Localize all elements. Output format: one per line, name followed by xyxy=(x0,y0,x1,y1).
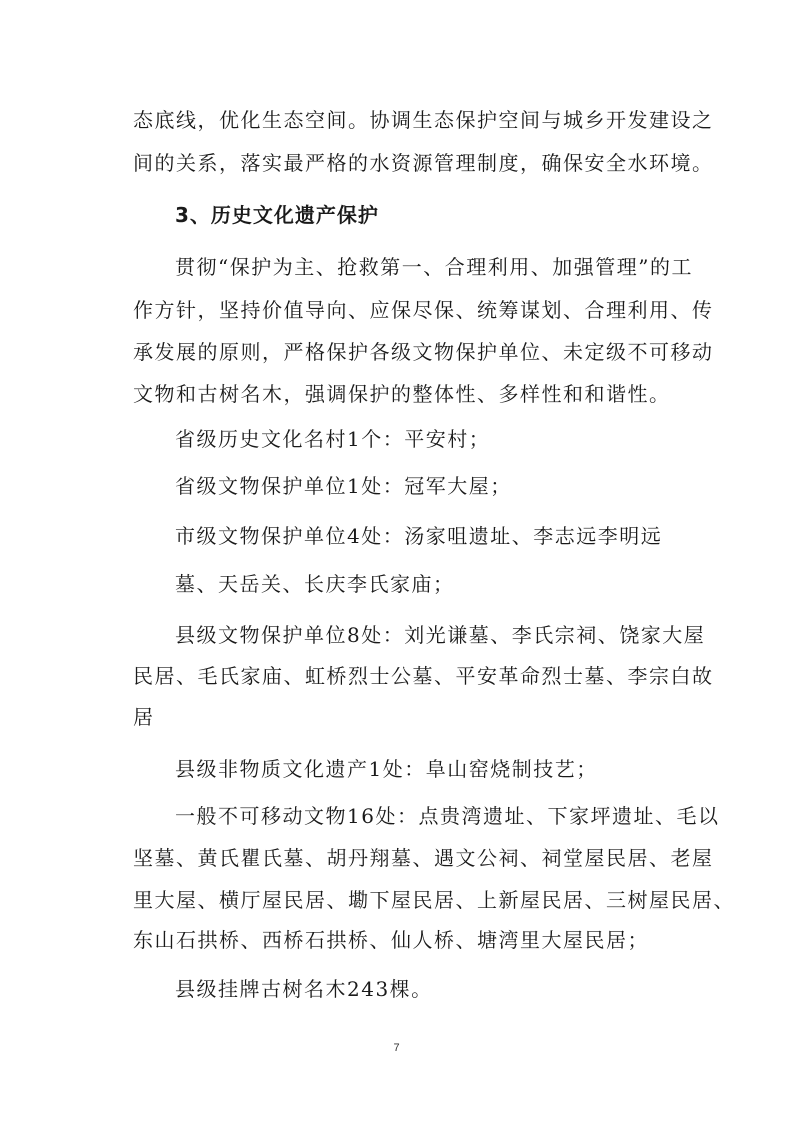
body-text-line: 间的关系，落实最严格的水资源管理制度，确保安全水环境。 xyxy=(133,151,714,175)
body-text-line: 态底线，优化生态空间。协调生态保护空间与城乡开发建设之 xyxy=(133,108,714,132)
list-item-city-relic-continued: 墓、天岳关、长庆李氏家庙； xyxy=(175,572,455,596)
page-number: 7 xyxy=(393,1042,400,1054)
list-item-immovable-relic-continued: 东山石拱桥、西桥石拱桥、仙人桥、塘湾里大屋民居； xyxy=(133,928,649,952)
paragraph-line: 承发展的原则，严格保护各级文物保护单位、未定级不可移动 xyxy=(133,340,714,364)
section-heading: 3、历史文化遗产保护 xyxy=(175,203,379,227)
paragraph-line: 作方针，坚持价值导向、应保尽保、统筹谋划、合理利用、传 xyxy=(133,298,714,322)
list-item-county-relic-continued: 民居、毛氏家庙、虹桥烈士公墓、平安革命烈士墓、李宗白故 xyxy=(133,664,714,688)
list-item-county-relic-continued: 居 xyxy=(133,705,155,729)
list-item-city-relic: 市级文物保护单位4处：汤家咀遗址、李志远李明远 xyxy=(175,524,663,548)
list-item-immovable-relic-continued: 里大屋、横厅屋民居、墈下屋民居、上新屋民居、三树屋民居、 xyxy=(133,888,735,912)
list-item-ancient-trees: 县级挂牌古树名木243棵。 xyxy=(175,977,433,1001)
list-item-provincial-village: 省级历史文化名村1个：平安村； xyxy=(175,427,491,451)
list-item-immovable-relic: 一般不可移动文物16处：点贵湾遗址、下家坪遗址、毛以 xyxy=(175,804,720,828)
paragraph-line: 贯彻“保护为主、抢救第一、合理利用、加强管理”的工 xyxy=(175,255,693,279)
list-item-immovable-relic-continued: 坚墓、黄氏瞿氏墓、胡丹翔墓、遇文公祠、祠堂屋民居、老屋 xyxy=(133,846,714,870)
list-item-intangible-heritage: 县级非物质文化遗产1处：阜山窑烧制技艺； xyxy=(175,757,598,781)
list-item-county-relic: 县级文物保护单位8处：刘光谦墓、李氏宗祠、饶家大屋 xyxy=(175,623,706,647)
list-item-provincial-relic: 省级文物保护单位1处：冠军大屋； xyxy=(175,474,512,498)
paragraph-line: 文物和古树名木，强调保护的整体性、多样性和和谐性。 xyxy=(133,382,671,406)
